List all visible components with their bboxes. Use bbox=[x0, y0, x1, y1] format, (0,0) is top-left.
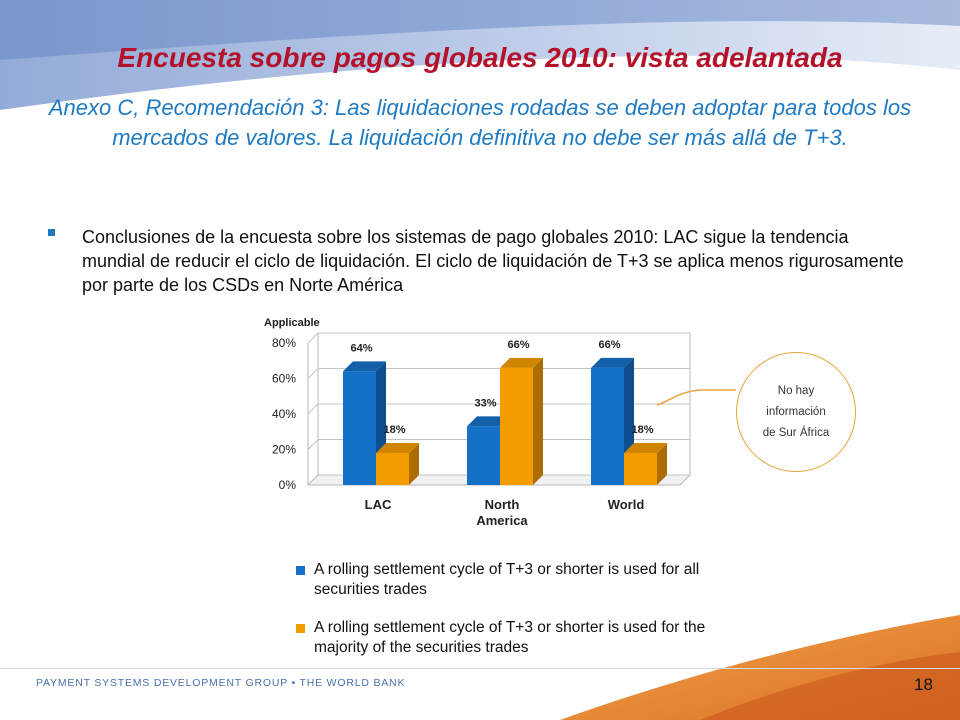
data-label: 33% bbox=[474, 397, 497, 410]
data-label: 64% bbox=[350, 342, 373, 355]
y-tick-label: 20% bbox=[271, 442, 296, 457]
legend-swatch-series-2 bbox=[296, 624, 305, 633]
y-tick-label: 0% bbox=[278, 478, 296, 492]
chart-annotation: Applicable bbox=[264, 317, 320, 329]
chart-legend bbox=[296, 560, 716, 676]
x-tick-label: America bbox=[476, 513, 528, 528]
callout-bubble bbox=[736, 352, 856, 472]
data-label: 66% bbox=[598, 338, 621, 351]
x-tick-label: LAC bbox=[364, 497, 392, 512]
callout-line-3: de Sur África bbox=[762, 426, 830, 439]
footer-organization: PAYMENT SYSTEMS DEVELOPMENT GROUP • THE WORLD BANK bbox=[36, 677, 406, 689]
y-tick-label: 80% bbox=[271, 336, 296, 350]
data-label: 18% bbox=[383, 424, 406, 437]
y-tick-label: 60% bbox=[271, 371, 296, 386]
page-number: 18 bbox=[914, 675, 933, 694]
y-tick-label: 40% bbox=[271, 407, 296, 421]
x-tick-label: North bbox=[484, 497, 520, 512]
legend-label-series-2: A rolling settlement cycle of T+3 or shorter is used for the majority of the securities trades bbox=[314, 619, 706, 656]
page-title: Encuesta sobre pagos globales 2010: vista adelantada bbox=[117, 42, 843, 73]
legend-item-series-1 bbox=[296, 560, 716, 600]
data-label: 66% bbox=[507, 338, 530, 351]
data-label: 18% bbox=[631, 424, 654, 437]
page-subtitle: Anexo C, Recomendación 3: Las liquidaciones rodadas se deben adoptar para todos los mercados de valores. La liquidación definitiva no debe ser más allá de T+3. bbox=[48, 95, 912, 150]
callout-line-1: No hay bbox=[777, 384, 815, 397]
x-tick-label: World bbox=[607, 497, 645, 512]
legend-label-series-1: A rolling settlement cycle of T+3 or shorter is used for all securities trades bbox=[314, 561, 700, 598]
legend-item-series-2 bbox=[296, 618, 716, 658]
callout-line-2: información bbox=[766, 405, 826, 418]
bullet-text: Conclusiones de la encuesta sobre los sistemas de pago globales 2010: LAC sigue la tendencia mundial de reducir el ciclo de liquidación. El ciclo de liquidación de T+3 se aplica menos rigurosamente por parte de los CSDs en Norte América bbox=[82, 227, 904, 295]
legend-swatch-series-1 bbox=[296, 566, 305, 575]
